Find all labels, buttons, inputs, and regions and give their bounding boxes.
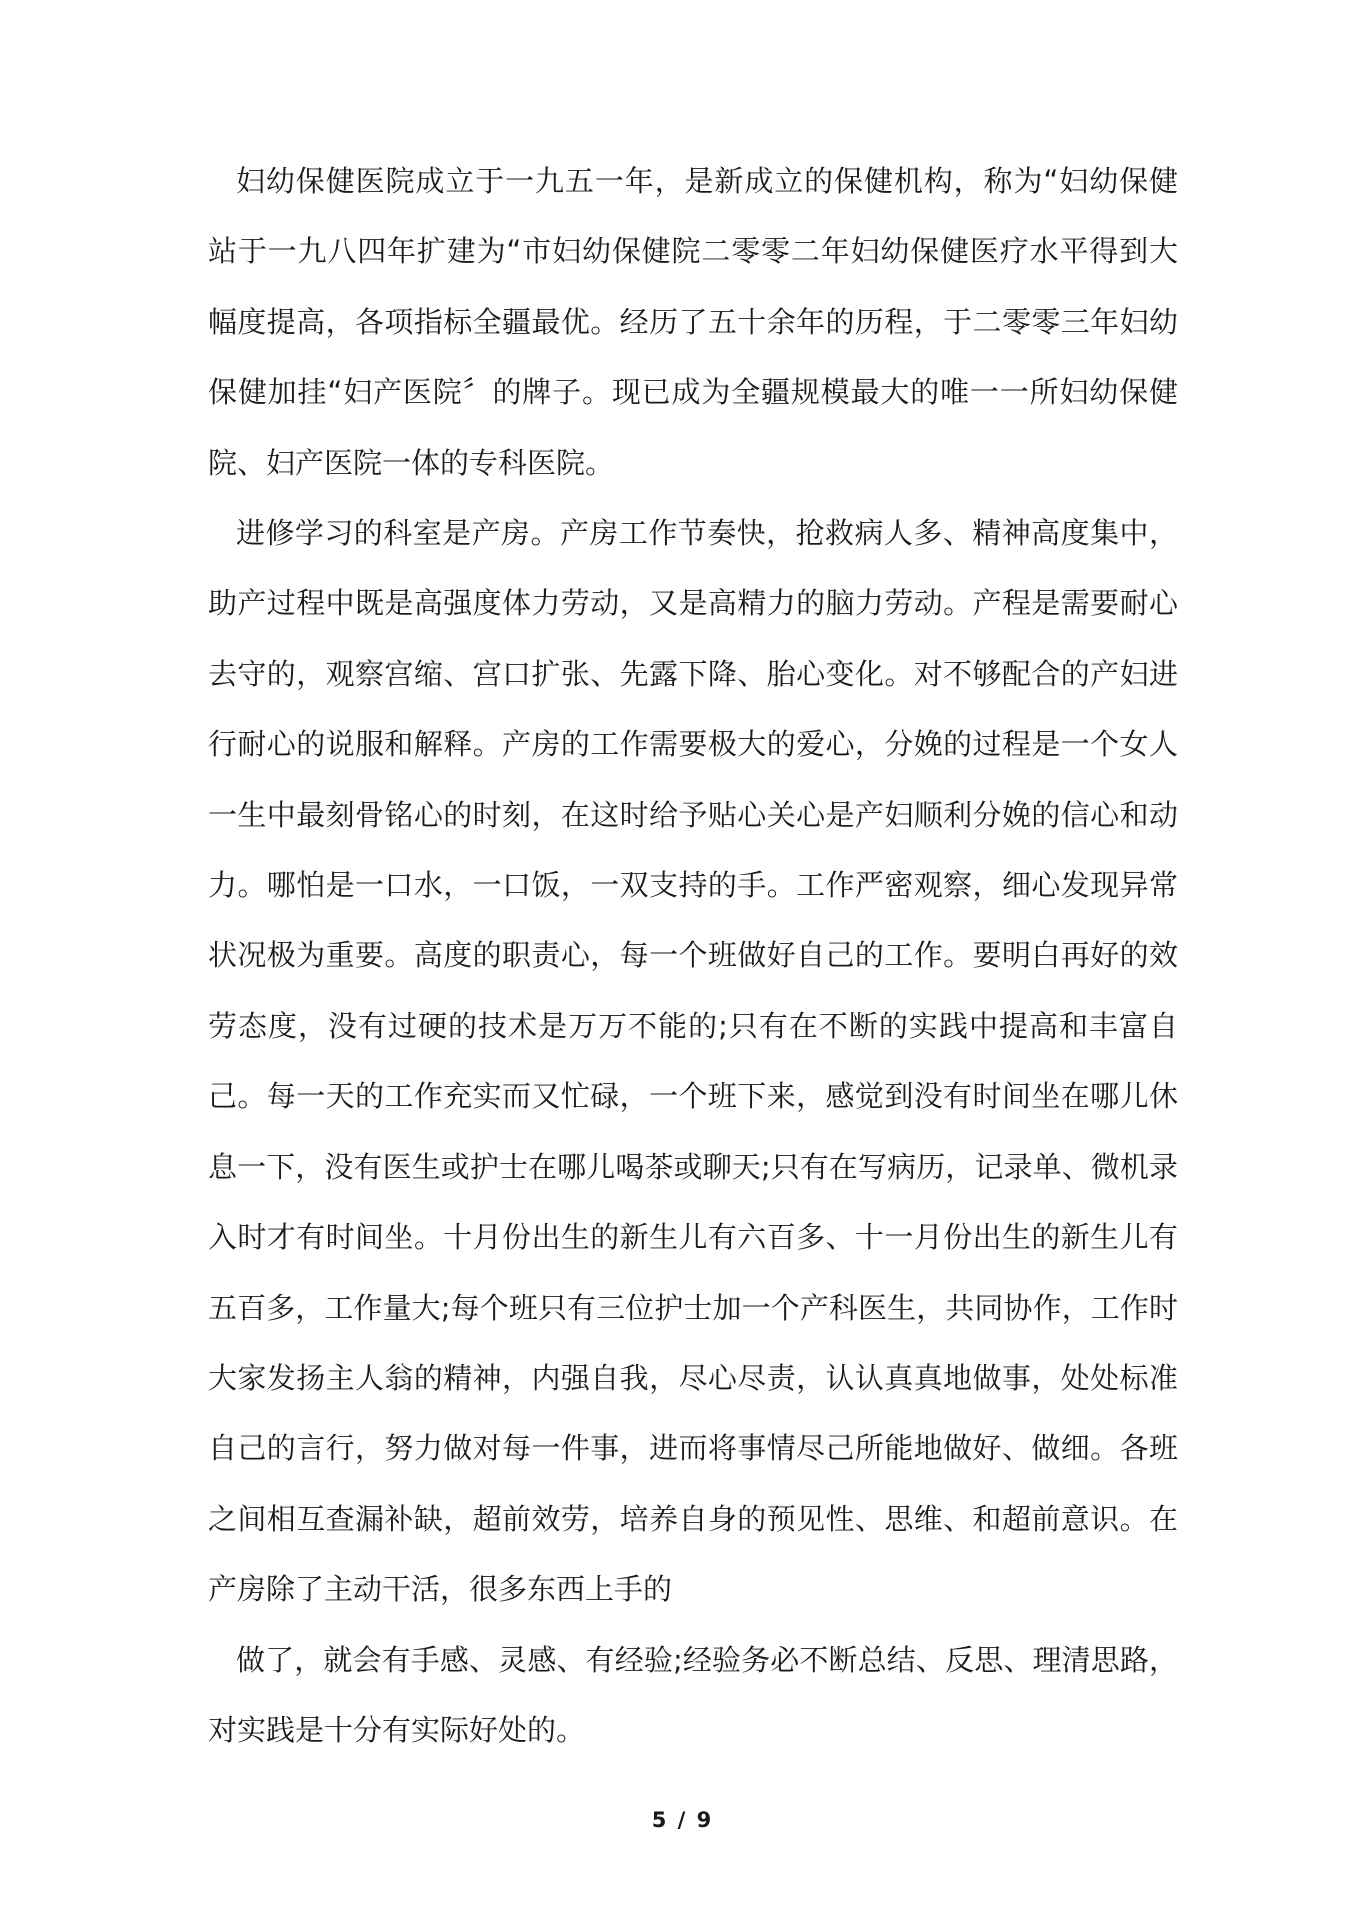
page-number: 5 / 9 <box>651 1808 714 1832</box>
paragraph-experience-summary: 做了，就会有手感、灵感、有经验;经验务必不断总结、反思、理清思路，对实践是十分有实际好处的。 <box>208 1642 1178 1747</box>
paragraph-delivery-room-work: 进修学习的科室是产房。产房工作节奏快，抢救病人多、精神高度集中，助产过程中既是高强度体力劳动，又是高精力的脑力劳动。产程是需要耐心去守的，观察宫缩、宫口扩张、先露下降、胎心变化。对不够配合的产妇进行耐心的说服和解释。产房的工作需要极大的爱心，分娩的过程是一个女人一生中最刻骨铭心的时刻，在这时给予贴心关心是产妇顺利分娩的信心和动力。哪怕是一口水，一口饭，一双支持的手。工作严密观察，细心发现异常状况极为重要。高度的职责心，每一个班做好自己的工作。要明白再好的效劳态度，没有过硬的技术是万万不能的;只有在不断的实践中提高和丰富自己。每一天的工作充实而又忙碌，一个班下来，感觉到没有时间坐在哪儿休息一下，没有医生或护士在哪儿喝茶或聊天;只有在写病历，记录单、微机录入时才有时间坐。十月份出生的新生儿有六百多、十一月份出生的新生儿有五百多，工作量大;每个班只有三位护士加一个产科医生，共同协作，工作时大家发扬主人翁的精神，内强自我，尽心尽责，认认真真地做事，处处标准自己的言行，努力做对每一件事，进而将事情尽己所能地做好、做细。各班之间相互查漏补缺，超前效劳，培养自身的预见性、思维、和超前意识。在产房除了主动干活，很多东西上手的 <box>208 516 1178 1607</box>
paragraph-hospital-history: 妇幼保健医院成立于一九五一年，是新成立的保健机构，称为“妇幼保健站于一九八四年扩建为“市妇幼保健院二零零二年妇幼保健医疗水平得到大幅度提高，各项指标全疆最优。经历了五十余年的历程，于二零零三年妇幼保健加挂“妇产医院〞的牌子。现已成为全疆规模最大的唯一一所妇幼保健院、妇产医院一体的专科医院。 <box>208 164 1178 480</box>
document-body <box>208 146 1178 1765</box>
